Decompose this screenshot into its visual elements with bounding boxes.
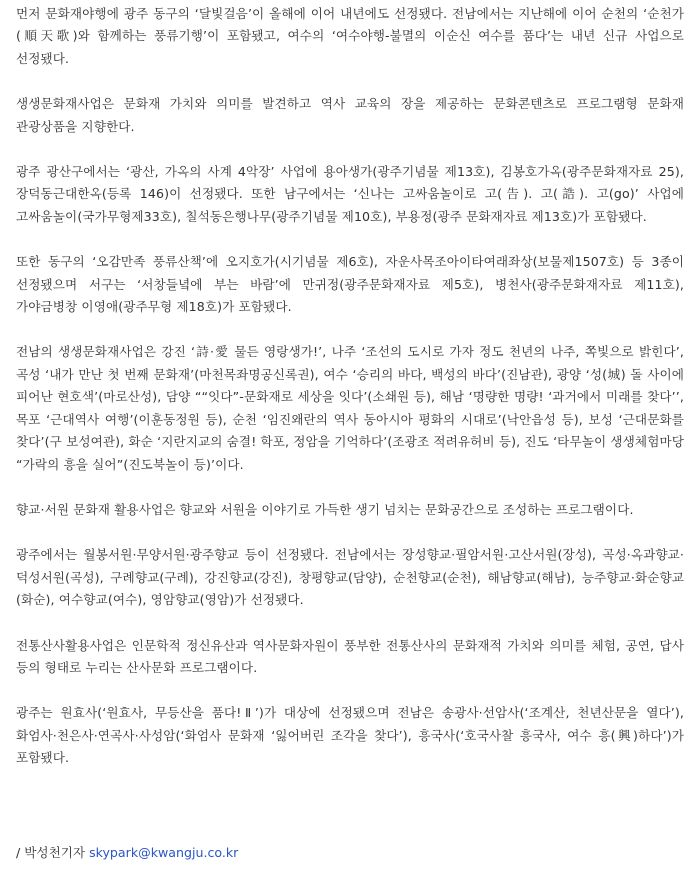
paragraph-hyanggyo-intro: 향교·서원 문화재 활용사업은 향교와 서원을 이야기로 가득한 생기 넘치는 문화공간으로 조성하는 프로그램이다. xyxy=(16,501,634,517)
paragraph-hyanggyo-list: 광주에서는 월봉서원·무양서원·광주향교 등이 선정됐다. 전남에서는 장성향교·필암서원·고산서원(장성), 곡성·옥과향교·덕성서원(곡성), 구례향교(구례), 강진향교(강진), 창평향교(담양), 순천향교(순천), 해남향교(해남), 능주향교·화순향교(화순), 여수향교(여수), 영암향교(영암)가 선정됐다. xyxy=(16,547,684,608)
reporter-email-link[interactable]: skypark@kwangju.co.kr xyxy=(89,845,239,860)
paragraph-gwangju-gwangsan: 광주 광산구에서는 ‘광산, 가옥의 사계 4악장’ 사업에 용아생가(광주기념물 제13호), 김봉호가옥(광주문화재자료 25), 장덕동근대한옥(등록 146)이 선정됐다. 또한 남구에서는 ‘신나는 고싸움놀이로 고(告). 고(誥). 고(go)’ 사업에 고싸움놀이(국가무형제33호), 칠석동은행나무(광주기념물 제10호), 부용정(광주 문화재자료 제13호)가 포함됐다. xyxy=(16,164,684,224)
paragraph-sansa-intro: 전통산사활용사업은 인문학적 정신유산과 역사문화자원이 풍부한 전통산사의 문화재적 가치와 의미를 체험, 공연, 답사 등의 형태로 누리는 산사문화 프로그램이다. xyxy=(16,637,684,675)
paragraph-saengsaeng-intro: 생생문화재사업은 문화재 가치와 의미를 발견하고 역사 교육의 장을 제공하는 문화콘텐츠로 프로그램형 문화재 관광상품을 지향한다. xyxy=(16,96,684,134)
byline-reporter: / 박성천기자 xyxy=(16,845,90,860)
paragraph-sansa-list: 광주는 원효사(‘원효사, 무등산을 품다!Ⅱ’)가 대상에 선정됐으며 전남은 송광사·선암사(‘조계산, 천년산문을 열다’), 화엄사·천은사·연곡사·사성암(‘화엄사 문화재 ‘잃어버린 조각을 찾다’), 흥국사(‘호국사찰 흥국사, 여수 흥(興)하다’)가 포함됐다. xyxy=(16,705,684,766)
byline xyxy=(16,842,238,864)
paragraph-donggu-seogu: 또한 동구의 ‘오감만족 풍류산책’에 오지호가(시기념물 제6호), 자운사목조아이타여래좌상(보물제1507호) 등 3종이 선정됐으며 서구는 ‘서창들녘에 부는 바람’에 만귀정(광주문화재자료 제5호), 병천사(광주문화재자료 제11호), 가야금병창 이영애(광주무형 제18호)가 포함됐다. xyxy=(16,254,684,315)
paragraph-jeonnam-saengsaeng: 전남의 생생문화재사업은 강진 ‘詩·愛 물든 영랑생가!’, 나주 ‘조선의 도시로 가자 정도 천년의 나주, 쪽빛으로 밝힌다’, 곡성 ‘내가 만난 첫 번째 문화재’(마천목좌명공신록권), 여수 ‘승리의 바다, 백성의 바다’(진남관), 광양 ‘성(城) 돌 사이에 피어난 현호색’(마로산성), 담양 ““잇다”-문화재로 세상을 잇다’(소쇄원 등), 해남 ‘명량한 명량! ‘과거에서 미래를 찾다’’, 목포 ‘근대역사 여행’(이훈동정원 등), 순천 ‘임진왜란의 역사 동아시아 평화의 시대로’(낙안읍성 등), 보성 ‘근대문화를 찾다’(구 보성여관), 화순 ‘지란지교의 숨결! 학포, 정암을 기억하다’(조광조 적려유허비 등), 진도 ‘타무놀이 생생체험마당 “가락의 흥을 실어”(진도북놀이 등)’이다. xyxy=(16,344,684,472)
paragraph-yahaeng: 먼저 문화재야행에 광주 동구의 ‘달빛걸음’이 올해에 이어 내년에도 선정됐다. 전남에서는 지난해에 이어 순천의 ‘순천가(順天歌)와 함께하는 풍류기행’이 포함됐고, 여수의 ‘여수야행-불멸의 이순신 여수를 품다’는 내년 신규 사업으로 선정됐다. xyxy=(16,6,684,66)
